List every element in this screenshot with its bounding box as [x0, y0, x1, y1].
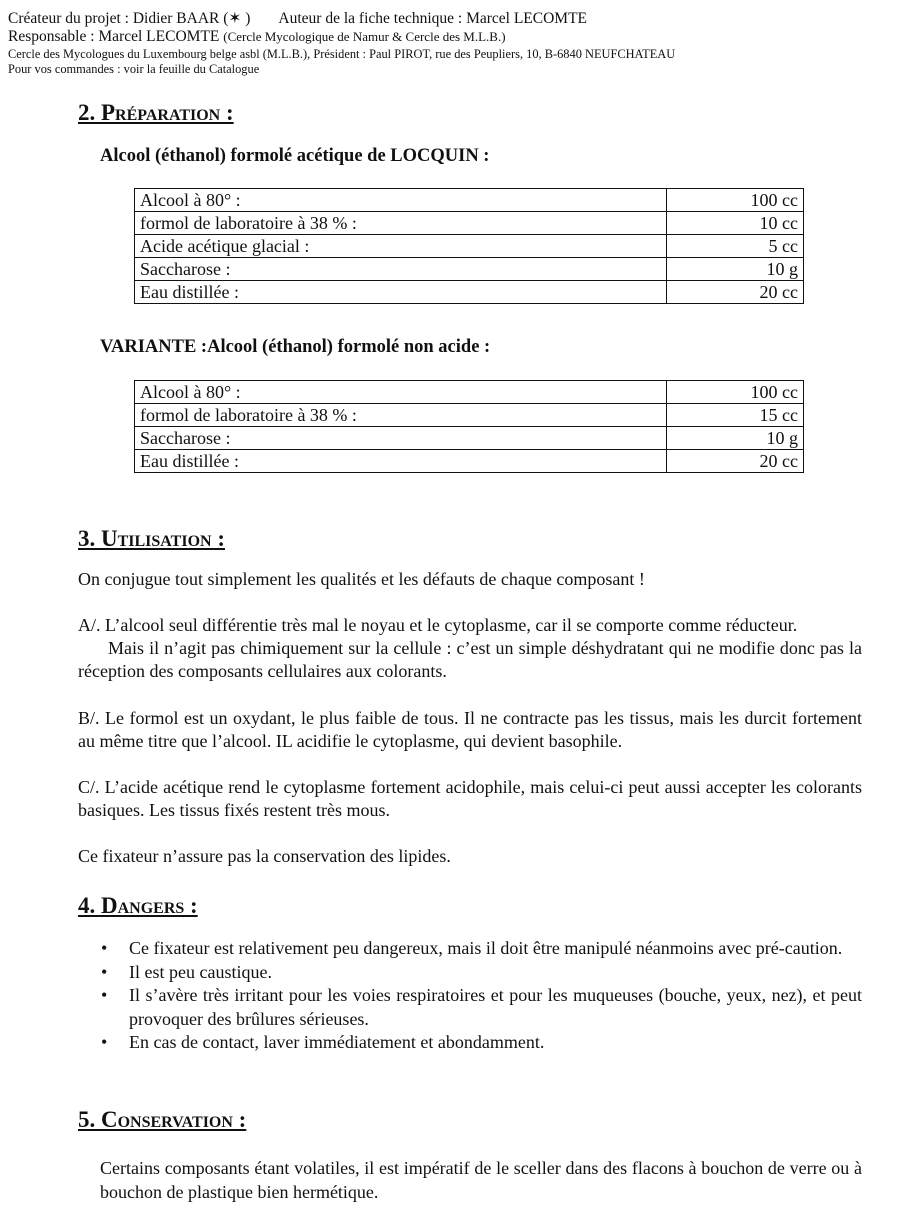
ingredient-quantity: 5 cc: [667, 235, 804, 258]
section-title-utilisation: 3. Utilisation :: [78, 526, 225, 551]
responsible-person: Responsable : Marcel LECOMTE: [8, 28, 220, 45]
document-header: [8, 10, 888, 77]
table-row: [135, 258, 804, 281]
sheet-author: Auteur de la fiche technique : Marcel LECOMTE: [278, 10, 588, 27]
paragraph-alcohol: [78, 614, 862, 683]
orders-note: Pour vos commandes : voir la feuille du Catalogue: [8, 62, 260, 76]
list-item: [78, 1031, 862, 1055]
header-line-responsible: [8, 28, 888, 46]
ingredient-name: formol de laboratoire à 38 % :: [135, 212, 667, 235]
ingredient-name: Saccharose :: [135, 427, 667, 450]
danger-text: Ce fixateur est relativement peu dangereux, mais il doit être manipulé néanmoins avec pré-caution.: [129, 938, 843, 958]
ingredient-quantity: 15 cc: [667, 404, 804, 427]
paragraph-acetic-acid: C/. L’acide acétique rend le cytoplasme fortement acidophile, mais celui-ci peut aussi accepter les colorants basiques. Les tissus fixés restent très mous.: [78, 777, 862, 820]
ingredient-name: Alcool à 80° :: [135, 381, 667, 404]
danger-text: Il est peu caustique.: [129, 961, 272, 982]
table-row: [135, 235, 804, 258]
ingredient-name: Saccharose :: [135, 258, 667, 281]
circle-address: Cercle des Mycologues du Luxembourg belge asbl (M.L.B.), Président : Paul PIROT, rue des Peupliers, 10, B-6840 NEUFCHATEAU: [8, 47, 676, 61]
alcohol-line-1: A/. L’alcool seul différentie très mal le noyau et le cytoplasme, car il se comporte comme réducteur.: [78, 615, 798, 635]
table-row: [135, 381, 804, 404]
recipe-table-variant: [134, 380, 804, 473]
ingredient-quantity: 10 g: [667, 427, 804, 450]
ingredient-quantity: 20 cc: [667, 450, 804, 473]
table-row: [135, 404, 804, 427]
ingredient-quantity: 100 cc: [667, 381, 804, 404]
paragraph-lipids: Ce fixateur n’assure pas la conservation des lipides.: [78, 846, 451, 866]
bullet-icon: •: [101, 985, 108, 1005]
recipe-title-variant: VARIANTE :Alcool (éthanol) formolé non acide :: [100, 337, 491, 357]
project-creator: Créateur du projet : Didier BAAR (✶ ): [8, 10, 251, 27]
recipe-table-locquin: [134, 188, 804, 304]
recipe-title-locquin: Alcool (éthanol) formolé acétique de LOCQUIN :: [100, 146, 490, 166]
table-row: [135, 281, 804, 304]
responsible-organisation: (Cercle Mycologique de Namur & Cercle des M.L.B.): [223, 29, 506, 44]
header-line-credits: [8, 10, 888, 28]
ingredient-quantity: 100 cc: [667, 189, 804, 212]
danger-text: En cas de contact, laver immédiatement et abondamment.: [129, 1032, 545, 1052]
table-row: [135, 450, 804, 473]
bullet-icon: •: [101, 938, 108, 958]
list-item: [78, 984, 862, 1031]
conservation-text: Certains composants étant volatiles, il est impératif de le sceller dans des flacons à bouchon de verre ou à bouchon de plastique bien hermétique.: [100, 1158, 862, 1202]
bullet-icon: •: [101, 961, 108, 982]
ingredient-name: Alcool à 80° :: [135, 189, 667, 212]
ingredient-name: formol de laboratoire à 38 % :: [135, 404, 667, 427]
ingredient-quantity: 10 g: [667, 258, 804, 281]
alcohol-line-2: Mais il n’agit pas chimiquement sur la cellule : c’est un simple déshydratant qui ne modifie donc pas la réception des composants cellulaires aux colorants.: [78, 638, 862, 681]
ingredient-name: Acide acétique glacial :: [135, 235, 667, 258]
paragraph-formol: B/. Le formol est un oxydant, le plus faible de tous. Il ne contracte pas les tissus, mais les durcit fortement au même titre que l’alcool. IL acidifie le cytoplasme, qui devient basophile.: [78, 708, 862, 751]
list-item: [78, 961, 862, 985]
ingredient-name: Eau distillée :: [135, 281, 667, 304]
utilisation-intro: On conjugue tout simplement les qualités et les défauts de chaque composant !: [78, 569, 645, 589]
section-title-conservation: 5. Conservation :: [78, 1107, 247, 1132]
dangers-list: [78, 937, 862, 1055]
section-title-preparation: 2. Préparation :: [78, 100, 234, 125]
table-row: [135, 189, 804, 212]
table-row: [135, 212, 804, 235]
bullet-icon: •: [101, 1032, 108, 1052]
danger-text: Il s’avère très irritant pour les voies respiratoires et pour les muqueuses (bouche, yeux, nez), et peut provoquer des brûlures sérieuses.: [129, 985, 862, 1029]
section-title-dangers: 4. Dangers :: [78, 893, 198, 918]
ingredient-quantity: 20 cc: [667, 281, 804, 304]
ingredient-name: Eau distillée :: [135, 450, 667, 473]
table-row: [135, 427, 804, 450]
ingredient-quantity: 10 cc: [667, 212, 804, 235]
list-item: [78, 937, 862, 961]
